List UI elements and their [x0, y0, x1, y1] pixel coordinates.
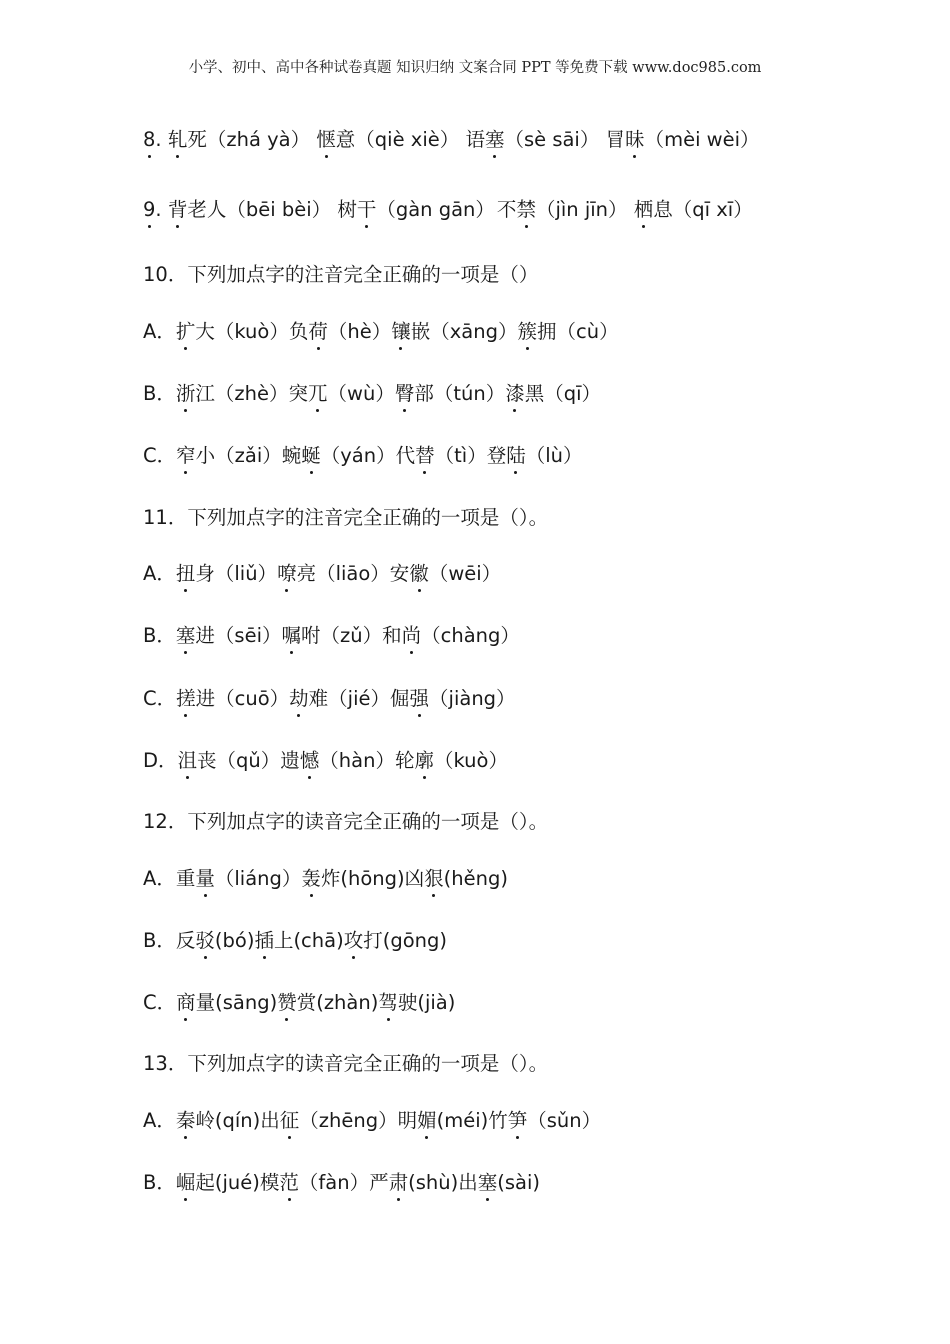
dotted-char: 扩	[175, 320, 196, 343]
dotted-char: 镶	[391, 320, 411, 343]
text-segment: （hè）	[327, 320, 392, 343]
dotted-char: 攻	[343, 929, 364, 952]
text-segment: C．	[143, 991, 177, 1014]
line-q12a	[143, 865, 508, 893]
dotted-char: 惬	[316, 128, 336, 151]
dotted-char: 搓	[176, 687, 196, 710]
line-q12	[143, 808, 548, 836]
dotted-char: 轰	[301, 867, 321, 890]
text-segment: 息（qī xī）	[653, 198, 753, 221]
line-q13	[143, 1050, 548, 1078]
text-segment: 黑（qī）	[524, 382, 602, 405]
dotted-char: 塞	[477, 1171, 498, 1194]
line-q10b	[143, 380, 601, 408]
text-segment: （sǔn）	[527, 1109, 602, 1132]
text-segment: （gàn gān）	[376, 198, 495, 221]
text-segment: B．反	[143, 929, 196, 952]
text-segment: C．	[143, 444, 177, 467]
dotted-char: 征	[279, 1109, 300, 1132]
text-segment: (sài)	[497, 1171, 540, 1194]
dotted-char: 嘹	[277, 562, 297, 585]
line-q11c	[143, 685, 516, 713]
text-segment: （jìn jīn）	[535, 198, 634, 221]
text-segment: 炸(hōng)凶	[320, 867, 425, 890]
dotted-char: 量	[195, 867, 215, 890]
text-segment: 12．下列加点字的读音完全正确的一项是（）。	[143, 810, 549, 833]
text-segment: （zhēng）明	[299, 1109, 418, 1132]
dotted-char: 驾	[378, 991, 398, 1014]
dotted-char: 憾	[299, 749, 320, 772]
dotted-char: 禁	[516, 198, 536, 221]
dotted-char: 廓	[414, 749, 434, 772]
dotted-char: 塞	[484, 128, 505, 151]
line-q13a	[143, 1107, 601, 1135]
text-segment: （tì）登	[434, 444, 507, 467]
text-segment: 岭(qín)出	[195, 1109, 280, 1132]
text-segment: 量(sāng)	[195, 991, 278, 1014]
dotted-char: 荷	[308, 320, 328, 343]
dotted-char: 赞	[277, 991, 297, 1014]
text-segment: 身（liǔ）	[195, 562, 278, 585]
text-segment: （yán）代	[320, 444, 416, 467]
dotted-char: 嘱	[281, 624, 301, 647]
text-segment: 进（cuō）	[195, 687, 290, 710]
text-segment: (méi)竹	[436, 1109, 508, 1132]
text-segment: 丧（qǔ）遗	[197, 749, 300, 772]
dotted-char: 劫	[289, 687, 309, 710]
text-segment: A．	[143, 562, 176, 585]
text-segment: 拥（cù）	[536, 320, 619, 343]
text-segment: （hàn）轮	[319, 749, 415, 772]
text-segment: (bó)	[214, 929, 255, 952]
text-segment: （sè sāi） 冒	[504, 128, 626, 151]
text-segment: B．	[143, 624, 176, 647]
dotted-char: 陆	[506, 444, 526, 467]
line-q8	[143, 126, 760, 154]
text-segment: 驶(jià)	[397, 991, 456, 1014]
dotted-char: 9	[143, 198, 156, 221]
text-segment: .	[155, 198, 162, 221]
dotted-char: 蜒	[301, 444, 321, 467]
line-q9	[143, 194, 753, 224]
dotted-char: 替	[415, 444, 435, 467]
page-header: 小学、初中、高中各种试卷真题 知识归纳 文案合同 PPT 等免费下载 www.doc985.com	[188, 60, 762, 76]
text-segment: 小（zǎi）蜿	[195, 444, 302, 467]
dotted-char: 尚	[401, 624, 422, 647]
dotted-char: 徽	[409, 562, 429, 585]
line-q10c	[143, 442, 583, 470]
text-segment: .	[155, 128, 162, 151]
dotted-char: 狠	[424, 867, 444, 890]
dotted-char: 笋	[507, 1109, 528, 1132]
dotted-char: 插	[254, 929, 274, 952]
text-segment: 死（zhá yà）	[187, 128, 317, 151]
dotted-char: 栖	[633, 198, 654, 221]
text-segment: 不	[496, 198, 517, 221]
dotted-char: 驳	[195, 929, 215, 952]
dotted-char: 崛	[175, 1171, 196, 1194]
text-segment: 上(chā)	[273, 929, 344, 952]
text-segment: 江（zhè）突	[195, 382, 308, 405]
text-segment: 大（kuò）负	[195, 320, 309, 343]
dotted-char: 浙	[175, 382, 196, 405]
line-q10	[143, 261, 538, 289]
text-segment: B．	[143, 382, 176, 405]
line-q12b	[143, 927, 447, 955]
text-segment: 部（tún）	[414, 382, 506, 405]
dotted-char: 8	[143, 128, 156, 151]
dotted-char: 秦	[175, 1109, 196, 1132]
dotted-char: 兀	[308, 382, 328, 405]
dotted-char: 肃	[388, 1171, 409, 1194]
text-segment: C．	[143, 687, 177, 710]
dotted-char: 轧	[167, 128, 188, 151]
line-q13b	[143, 1169, 540, 1197]
text-segment	[162, 198, 168, 221]
dotted-char: 强	[409, 687, 430, 710]
dotted-char: 媚	[417, 1109, 437, 1132]
line-q11d	[143, 747, 508, 775]
text-segment: （mèi wèi）	[644, 128, 760, 151]
text-segment: 进（sēi）	[195, 624, 282, 647]
text-segment: （jiàng）	[429, 687, 516, 710]
dotted-char: 干	[356, 198, 377, 221]
text-segment: （chàng）	[421, 624, 520, 647]
dotted-char: 臀	[394, 382, 415, 405]
text-segment: （liáng）	[214, 867, 302, 890]
dotted-char: 漆	[505, 382, 525, 405]
text-segment: 难（jié）倔	[308, 687, 410, 710]
text-segment: （wēi）	[428, 562, 502, 585]
dotted-char: 塞	[175, 624, 196, 647]
text-segment: (hěng)	[443, 867, 508, 890]
line-q11	[143, 504, 548, 532]
text-segment: 老人（bēi bèi） 树	[187, 198, 357, 221]
line-q11b	[143, 622, 520, 650]
text-segment: 13．下列加点字的读音完全正确的一项是（）。	[143, 1052, 549, 1075]
text-segment: 10．下列加点字的注音完全正确的一项是（）	[143, 263, 539, 286]
dotted-char: 范	[279, 1171, 299, 1194]
text-segment: A．重	[143, 867, 196, 890]
text-segment: A．	[143, 320, 176, 343]
text-segment: 起(jué)模	[195, 1171, 280, 1194]
text-segment: 咐（zǔ）和	[301, 624, 402, 647]
text-segment: 11．下列加点字的注音完全正确的一项是（）。	[143, 506, 549, 529]
text-segment: 意（qiè xiè） 语	[335, 128, 485, 151]
dotted-char: 商	[176, 991, 196, 1014]
dotted-char: 扭	[175, 562, 196, 585]
dotted-char: 窄	[176, 444, 196, 467]
text-segment: （kuò）	[433, 749, 508, 772]
text-segment: D．	[143, 749, 178, 772]
text-segment	[162, 128, 168, 151]
text-segment: 打(gōng)	[363, 929, 447, 952]
text-segment: 赏(zhàn)	[296, 991, 379, 1014]
dotted-char: 背	[167, 198, 188, 221]
text-segment: （fàn）严	[298, 1171, 389, 1194]
text-segment: （lù）	[525, 444, 583, 467]
text-segment: 嵌（xāng）	[410, 320, 518, 343]
line-q11a	[143, 560, 501, 588]
text-segment: B．	[143, 1171, 176, 1194]
dotted-char: 簇	[517, 320, 537, 343]
line-q10a	[143, 318, 619, 346]
text-segment: 亮（liāo）安	[296, 562, 410, 585]
dotted-char: 昧	[625, 128, 645, 151]
text-segment: （wù）	[327, 382, 395, 405]
line-q12c	[143, 989, 455, 1017]
text-segment: A．	[143, 1109, 176, 1132]
dotted-char: 沮	[177, 749, 198, 772]
text-segment: (shù)出	[408, 1171, 478, 1194]
